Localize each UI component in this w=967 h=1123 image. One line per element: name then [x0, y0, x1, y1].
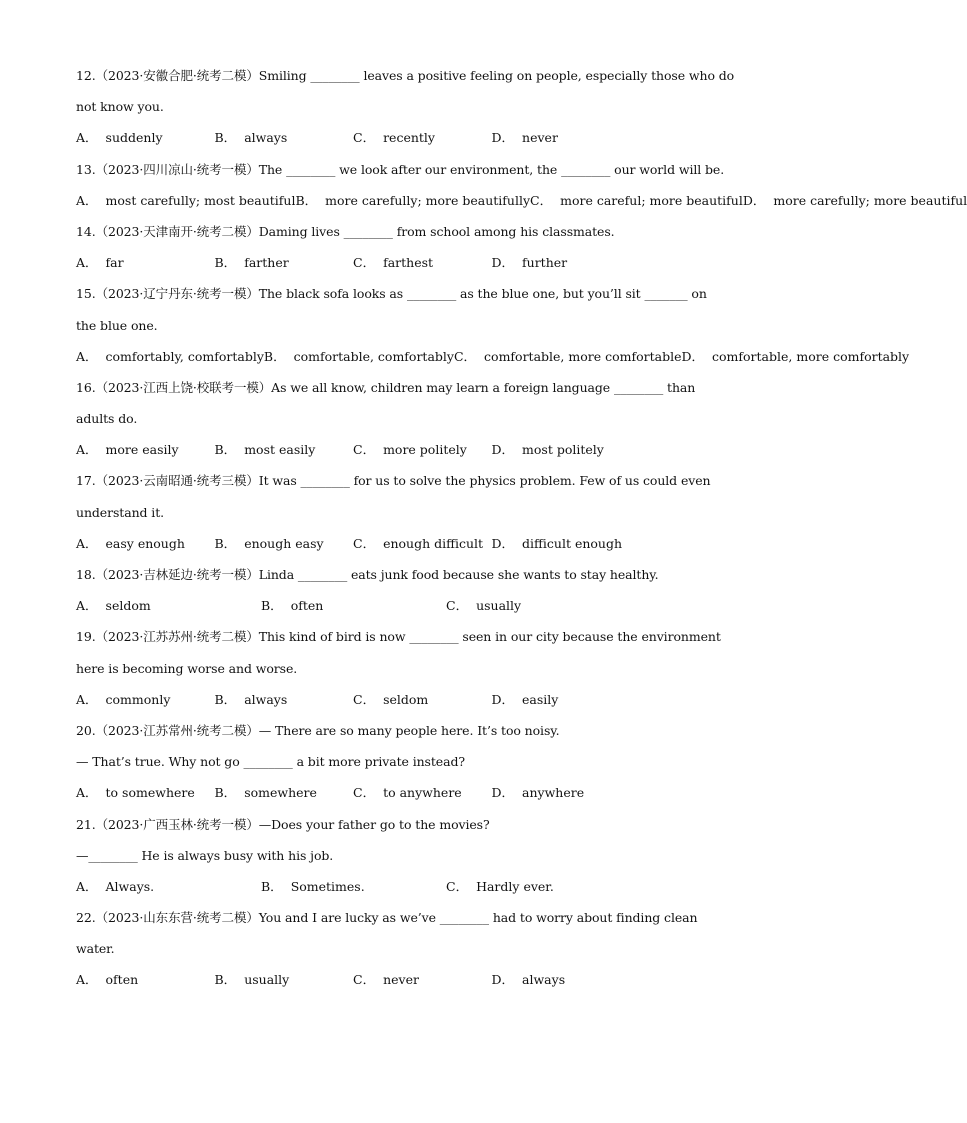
option-label: A．	[76, 348, 98, 364]
answer-option[interactable]	[215, 684, 354, 715]
option-text: farther	[244, 255, 289, 271]
option-row	[76, 185, 967, 216]
option-label: C．	[353, 785, 376, 801]
option-text: more politely	[383, 442, 467, 458]
question-17	[76, 465, 726, 559]
answer-option[interactable]	[353, 122, 492, 153]
option-text: Hardly ever.	[476, 878, 554, 894]
answer-option[interactable]	[76, 590, 261, 621]
option-label: A．	[76, 785, 98, 801]
option-label: C．	[353, 255, 376, 271]
option-text: comfortable, more comfortably	[712, 348, 910, 364]
answer-option[interactable]	[681, 341, 909, 372]
option-text: Always.	[105, 878, 155, 894]
option-label: B．	[214, 442, 237, 458]
option-text: often	[290, 598, 324, 614]
answer-option[interactable]	[76, 871, 261, 902]
answer-option[interactable]	[743, 185, 967, 216]
question-stem-line: —________ He is always busy with his job.	[76, 847, 334, 863]
option-text: easy enough	[105, 535, 185, 551]
option-text: seldom	[383, 691, 429, 707]
option-label: B．	[214, 785, 237, 801]
option-label: D．	[491, 785, 515, 801]
option-label: B．	[214, 535, 237, 551]
option-label: B．	[214, 972, 237, 988]
option-text: anywhere	[522, 785, 585, 801]
option-text: always	[522, 972, 566, 988]
option-label: A．	[76, 878, 98, 894]
option-text: always	[244, 130, 288, 146]
question-13	[76, 154, 967, 216]
option-text: most carefully; most beautiful	[105, 192, 296, 208]
option-text: difficult enough	[522, 535, 623, 551]
option-text: comfortably, comfortably	[105, 348, 264, 364]
question-19	[76, 621, 726, 715]
answer-option[interactable]	[215, 528, 354, 559]
option-text: usually	[244, 972, 290, 988]
question-20	[76, 715, 726, 809]
question-stem-line: the blue one.	[76, 317, 158, 333]
answer-option[interactable]	[353, 777, 492, 808]
question-stem-line: 21.（2023·广西玉林·统考一模）—Does your father go to the movies?	[76, 816, 490, 832]
question-stem-line: — That’s true. Why not go ________ a bit more private instead?	[76, 754, 465, 770]
question-16	[76, 372, 726, 466]
question-stem-line: here is becoming worse and worse.	[76, 660, 298, 676]
answer-option[interactable]	[492, 528, 631, 559]
option-text: comfortable, more comfortable	[484, 348, 682, 364]
option-row	[76, 341, 910, 372]
option-row	[76, 434, 726, 465]
option-text: to somewhere	[105, 785, 195, 801]
option-text: more carefully; more beautiful	[773, 192, 967, 208]
option-text: most easily	[244, 442, 316, 458]
question-stem-line: 12.（2023·安徽合肥·统考二模）Smiling ________ leaves a positive feeling on people, especially those who do	[76, 68, 735, 83]
exam-page	[76, 60, 967, 996]
answer-option[interactable]	[446, 871, 631, 902]
question-stem-line: adults do.	[76, 411, 138, 427]
answer-option[interactable]	[353, 434, 492, 465]
option-text: suddenly	[105, 130, 163, 146]
option-text: enough difficult	[383, 535, 484, 551]
answer-option[interactable]	[492, 684, 631, 715]
answer-option[interactable]	[295, 185, 530, 216]
option-label: A．	[76, 535, 98, 551]
option-row	[76, 122, 726, 153]
option-label: A．	[76, 598, 98, 614]
option-text: farthest	[383, 255, 434, 271]
option-label: C．	[353, 972, 376, 988]
option-text: never	[383, 972, 419, 988]
answer-option[interactable]	[353, 247, 492, 278]
question-stem-line: understand it.	[76, 504, 164, 520]
option-label: A．	[76, 255, 98, 271]
option-text: easily	[522, 691, 559, 707]
answer-option[interactable]	[353, 964, 492, 995]
option-row	[76, 871, 726, 902]
answer-option[interactable]	[492, 122, 631, 153]
option-label: D．	[491, 255, 515, 271]
option-label: D．	[681, 348, 705, 364]
option-label: D．	[491, 535, 515, 551]
question-14	[76, 216, 726, 278]
answer-option[interactable]	[76, 341, 264, 372]
option-label: C．	[353, 535, 376, 551]
option-label: A．	[76, 442, 98, 458]
answer-option[interactable]	[492, 247, 631, 278]
answer-option[interactable]	[492, 964, 631, 995]
option-text: more easily	[105, 442, 179, 458]
answer-option[interactable]	[76, 434, 215, 465]
option-label: B．	[214, 255, 237, 271]
option-label: A．	[76, 192, 98, 208]
answer-option[interactable]	[76, 964, 215, 995]
option-label: A．	[76, 130, 98, 146]
answer-option[interactable]	[446, 590, 631, 621]
option-text: always	[244, 691, 288, 707]
answer-option[interactable]	[264, 341, 454, 372]
option-text: somewhere	[244, 785, 317, 801]
answer-option[interactable]	[215, 964, 354, 995]
question-22	[76, 902, 726, 996]
option-label: A．	[76, 972, 98, 988]
question-18	[76, 559, 726, 621]
answer-option[interactable]	[353, 528, 492, 559]
option-row	[76, 247, 726, 278]
question-12	[76, 60, 735, 154]
option-label: B．	[263, 348, 286, 364]
answer-option[interactable]	[530, 185, 743, 216]
option-label: B．	[261, 878, 283, 894]
option-label: A．	[76, 691, 98, 707]
option-row	[76, 590, 726, 621]
answer-option[interactable]	[261, 590, 446, 621]
answer-option[interactable]	[353, 684, 492, 715]
option-label: D．	[491, 442, 515, 458]
answer-option[interactable]	[492, 777, 631, 808]
question-stem-line: 16.（2023·江西上饶·校联考一模）As we all know, children may learn a foreign language ________ than	[76, 379, 696, 395]
answer-option[interactable]	[215, 122, 354, 153]
question-stem-line: 13.（2023·四川凉山·统考一模）The ________ we look after our environment, the ________ our world will be.	[76, 161, 725, 177]
option-text: far	[105, 255, 124, 271]
question-15	[76, 278, 910, 372]
option-text: more carefully; more beautifully	[325, 192, 531, 208]
option-label: D．	[491, 972, 515, 988]
option-row	[76, 777, 726, 808]
question-stem-line: 19.（2023·江苏苏州·统考二模）This kind of bird is now ________ seen in our city because the environment	[76, 629, 721, 645]
question-stem-line: 20.（2023·江苏常州·统考二模）— There are so many people here. It’s too noisy.	[76, 722, 560, 738]
option-label: C．	[530, 192, 553, 208]
question-stem-line: 22.（2023·山东东营·统考二模）You and I are lucky as we’ve ________ had to worry about finding clean	[76, 910, 698, 926]
question-stem-line: water.	[76, 941, 115, 957]
option-label: B．	[214, 691, 237, 707]
option-text: to anywhere	[383, 785, 462, 801]
answer-option[interactable]	[215, 247, 354, 278]
question-stem-line: 14.（2023·天津南开·统考二模）Daming lives ________ from school among his classmates.	[76, 223, 615, 239]
option-label: D．	[491, 130, 515, 146]
option-row	[76, 964, 726, 995]
option-row	[76, 684, 726, 715]
option-text: seldom	[105, 598, 151, 614]
answer-option[interactable]	[492, 434, 631, 465]
option-text: commonly	[105, 691, 171, 707]
answer-option[interactable]	[76, 185, 295, 216]
option-text: never	[522, 130, 558, 146]
option-label: C．	[453, 348, 477, 364]
option-label: C．	[446, 878, 469, 894]
question-stem-line: 18.（2023·吉林延边·统考一模）Linda ________ eats junk food because she wants to stay healthy.	[76, 567, 659, 582]
option-label: C．	[446, 598, 469, 614]
question-21	[76, 809, 726, 903]
option-text: recently	[383, 130, 435, 146]
option-text: Sometimes.	[290, 878, 365, 894]
option-label: C．	[353, 691, 376, 707]
answer-option[interactable]	[76, 777, 215, 808]
answer-option[interactable]	[76, 247, 215, 278]
question-stem-line: not know you.	[76, 99, 164, 115]
option-label: B．	[261, 598, 283, 614]
option-label: B．	[295, 192, 318, 208]
option-label: C．	[353, 130, 376, 146]
option-label: C．	[353, 442, 376, 458]
answer-option[interactable]	[76, 684, 215, 715]
answer-option[interactable]	[76, 122, 215, 153]
question-stem-line: 15.（2023·辽宁丹东·统考一模）The black sofa looks as ________ as the blue one, but you’ll sit _______ on	[76, 286, 707, 302]
answer-option[interactable]	[215, 434, 354, 465]
option-text: more careful; more beautiful	[560, 192, 743, 208]
option-label: B．	[214, 130, 237, 146]
option-label: D．	[742, 192, 766, 208]
answer-option[interactable]	[215, 777, 354, 808]
option-text: usually	[476, 598, 522, 614]
option-text: comfortable, comfortably	[293, 348, 454, 364]
answer-option[interactable]	[76, 528, 215, 559]
option-text: further	[522, 255, 568, 271]
option-row	[76, 528, 726, 559]
option-text: often	[105, 972, 139, 988]
option-text: most politely	[522, 442, 604, 458]
question-stem-line: 17.（2023·云南昭通·统考三模）It was ________ for us to solve the physics problem. Few of us could even	[76, 473, 711, 489]
option-label: D．	[491, 691, 515, 707]
answer-option[interactable]	[454, 341, 682, 372]
option-text: enough easy	[244, 535, 324, 551]
answer-option[interactable]	[261, 871, 446, 902]
